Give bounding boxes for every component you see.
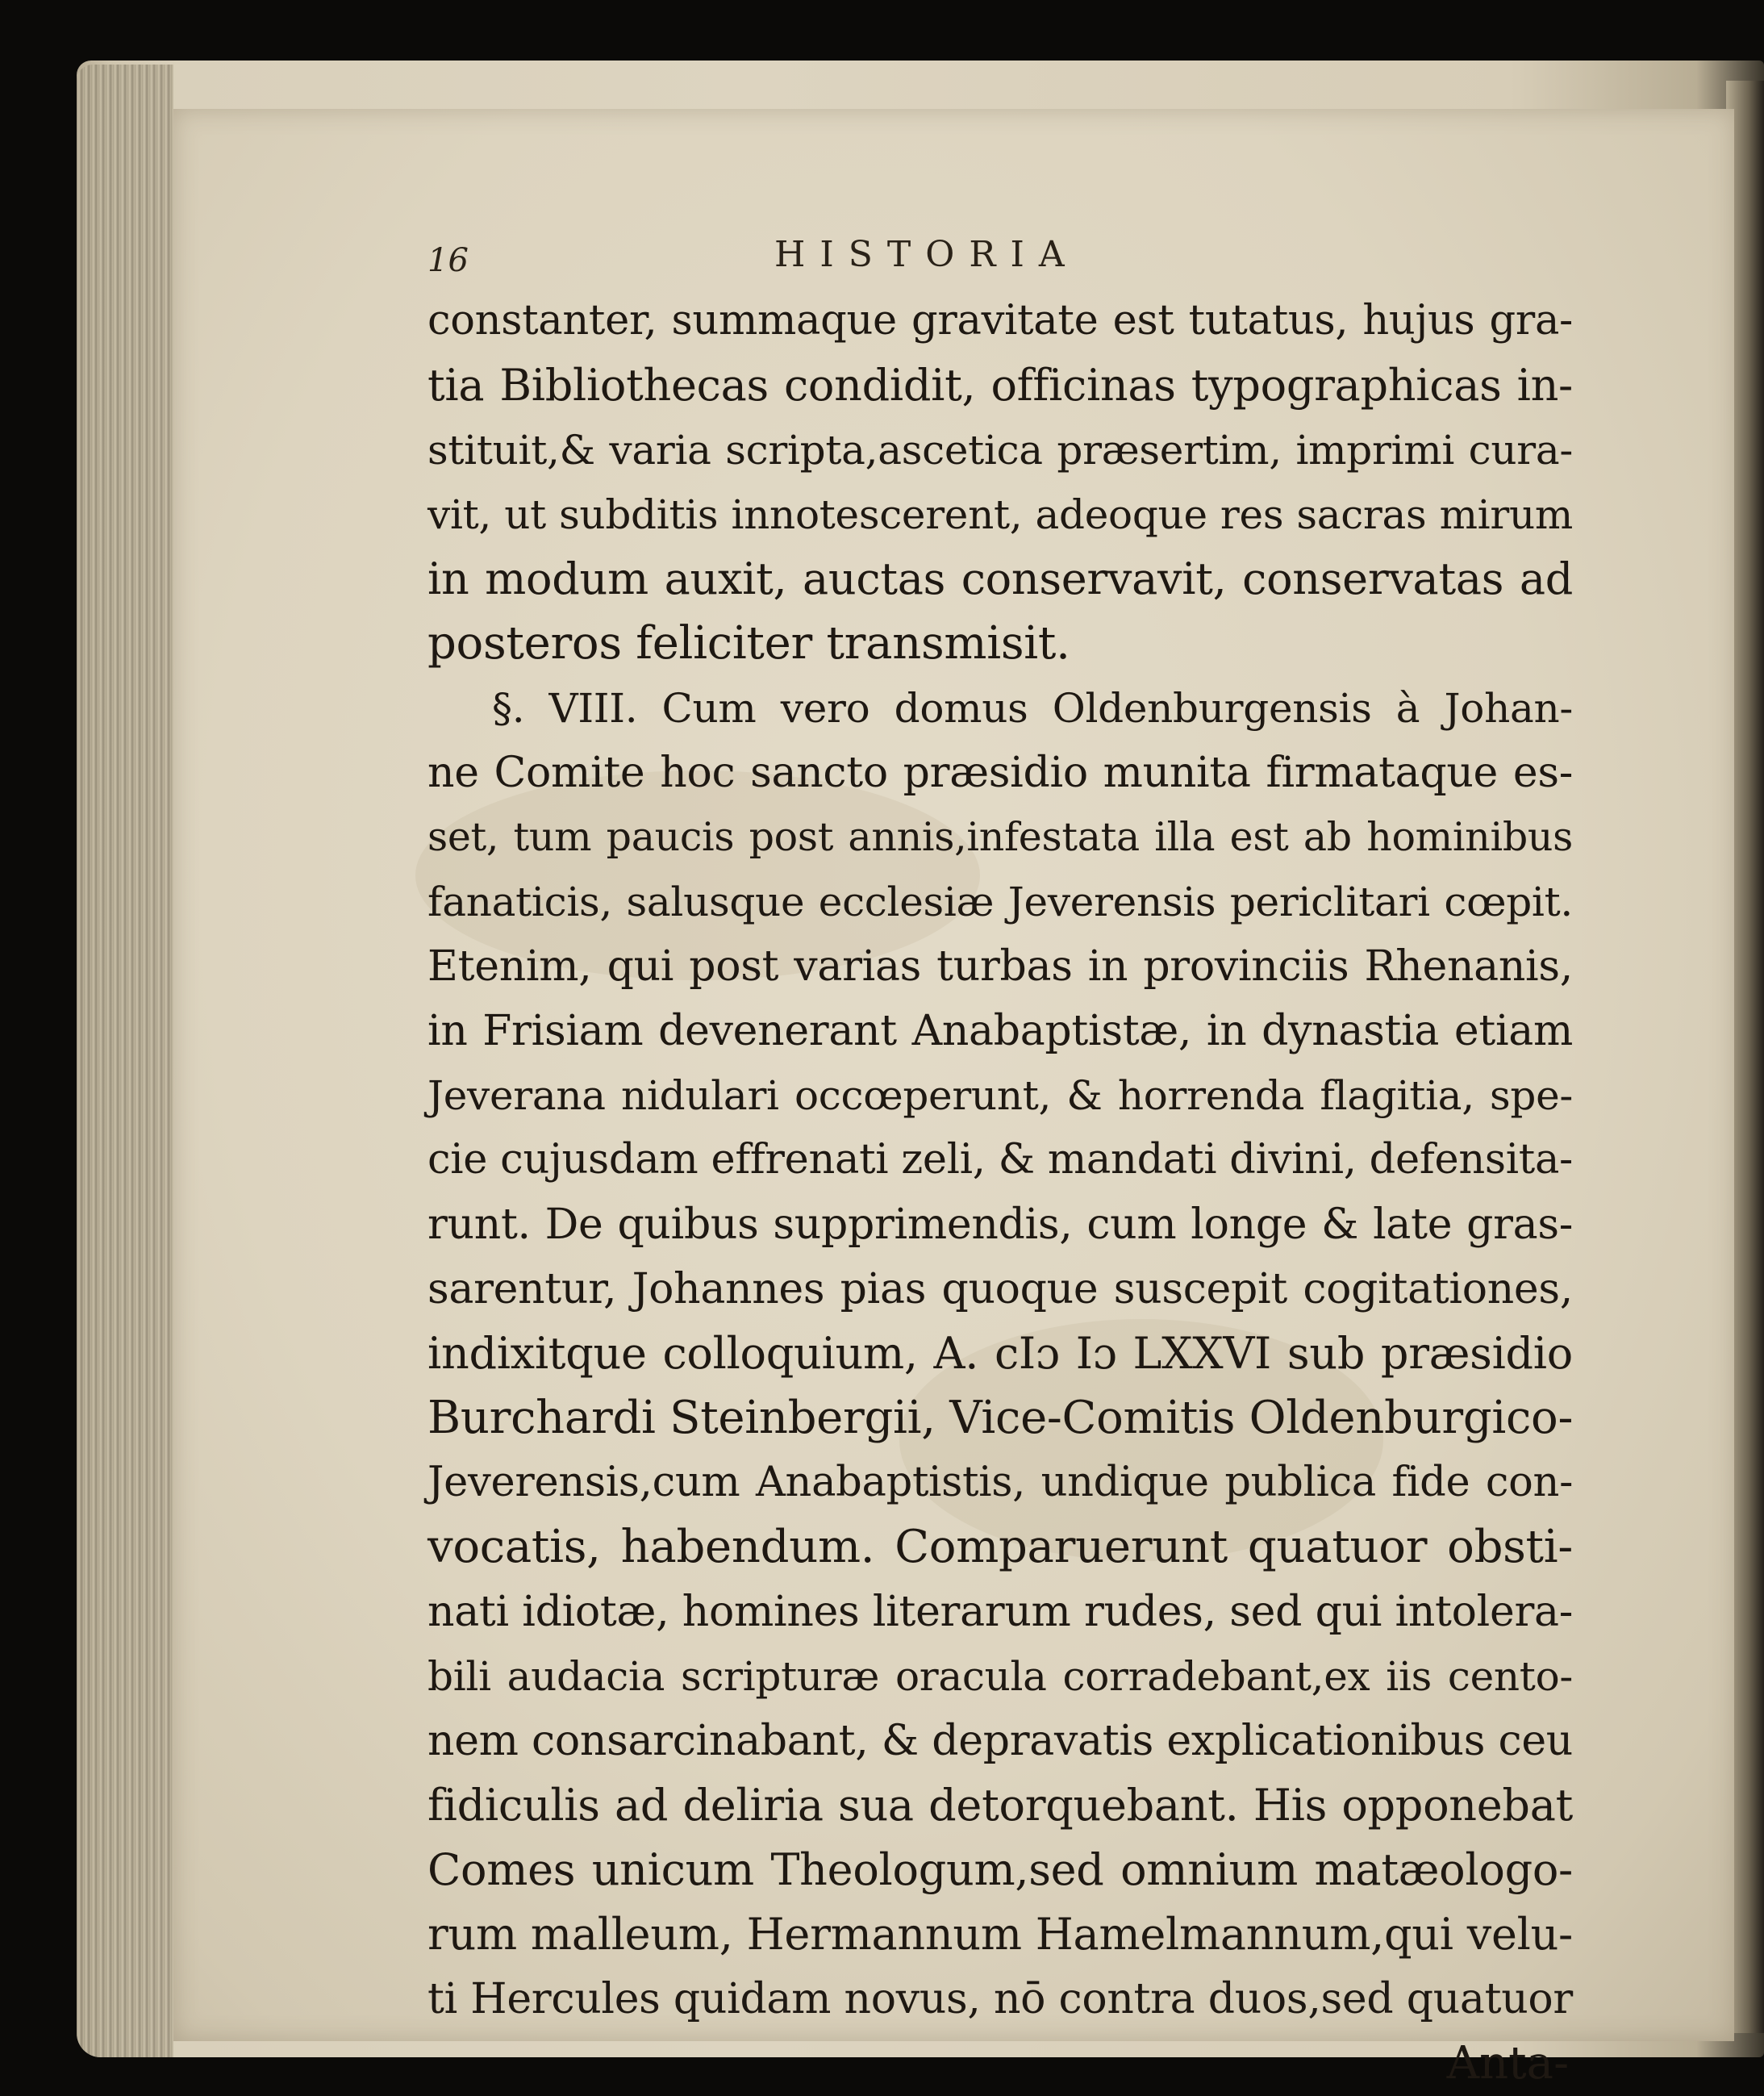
text-line: fanaticis, salusque ecclesiæ Jeverensis periclitari cœpit. xyxy=(427,879,1573,925)
text-line: set, tum paucis post annis,infestata illa est ab hominibus xyxy=(427,814,1573,860)
text-line: ti Hercules quidam novus, nō contra duos,sed quatuor xyxy=(427,1975,1573,2023)
text-line: Comes unicum Theologum,sed omnium matæologo- xyxy=(427,1844,1573,1895)
text-line: posteros feliciter transmisit. xyxy=(427,617,1070,670)
page-header xyxy=(427,234,1573,282)
text-line: indixitque colloquium, A. cIɔ Iɔ LXXVI sub præsidio xyxy=(427,1328,1573,1379)
text-line: stituit,& varia scripta,ascetica præsertim, imprimi cura- xyxy=(427,427,1573,474)
text-line: cie cujusdam effrenati zeli, & mandati divini, defensita- xyxy=(427,1136,1573,1184)
text-line: Etenim, qui post varias turbas in provinciis Rhenanis, xyxy=(427,942,1573,991)
text-line: §. VIII. Cum vero domus Oldenburgensis à Johan- xyxy=(492,685,1573,732)
text-line: Burchardi Steinbergii, Vice-Comitis Oldenburgico- xyxy=(427,1392,1574,1444)
running-head: HISTORIA xyxy=(774,234,1079,275)
text-line: tia Bibliothecas condidit, officinas typographicas in- xyxy=(427,360,1573,411)
text-line: vit, ut subditis innotescerent, adeoque res sacras mirum xyxy=(427,491,1573,538)
text-line: vocatis, habendum. Comparuerunt quatuor obsti- xyxy=(427,1521,1573,1573)
text-line: nem consarcinabant, & depravatis explicationibus ceu xyxy=(427,1717,1573,1765)
text-line: Jeverana nidulari occœperunt, & horrenda flagitia, spe- xyxy=(427,1072,1573,1119)
text-line: Jeverensis,cum Anabaptistis, undique publica fide con- xyxy=(427,1459,1573,1506)
catchword: Anta- xyxy=(1446,2037,1569,2090)
text-line: nati idiotæ, homines literarum rudes, sed qui intolera- xyxy=(427,1588,1573,1636)
text-line: in modum auxit, auctas conservavit, conservatas ad xyxy=(427,553,1573,604)
page-number: 16 xyxy=(427,242,469,279)
text-line: constanter, summaque gravitate est tutatus, hujus gra- xyxy=(427,297,1573,344)
body-text xyxy=(427,289,1573,2096)
text-line: bili audacia scripturæ oracula corradebant,ex iis cento- xyxy=(427,1653,1573,1700)
text-line: fidiculis ad deliria sua detorquebant. His opponebat xyxy=(427,1780,1573,1831)
text-line: runt. De quibus supprimendis, cum longe & late gras- xyxy=(427,1200,1573,1249)
text-line: in Frisiam devenerant Anabaptistæ, in dynastia etiam xyxy=(427,1007,1573,1055)
page-edges-left xyxy=(77,65,173,2057)
text-line: rum malleum, Hermannum Hamelmannum,qui velu- xyxy=(427,1909,1573,1960)
text-line: ne Comite hoc sancto præsidio munita firmataque es- xyxy=(427,749,1573,797)
text-line: sarentur, Johannes pias quoque suscepit cogitationes, xyxy=(427,1265,1573,1313)
